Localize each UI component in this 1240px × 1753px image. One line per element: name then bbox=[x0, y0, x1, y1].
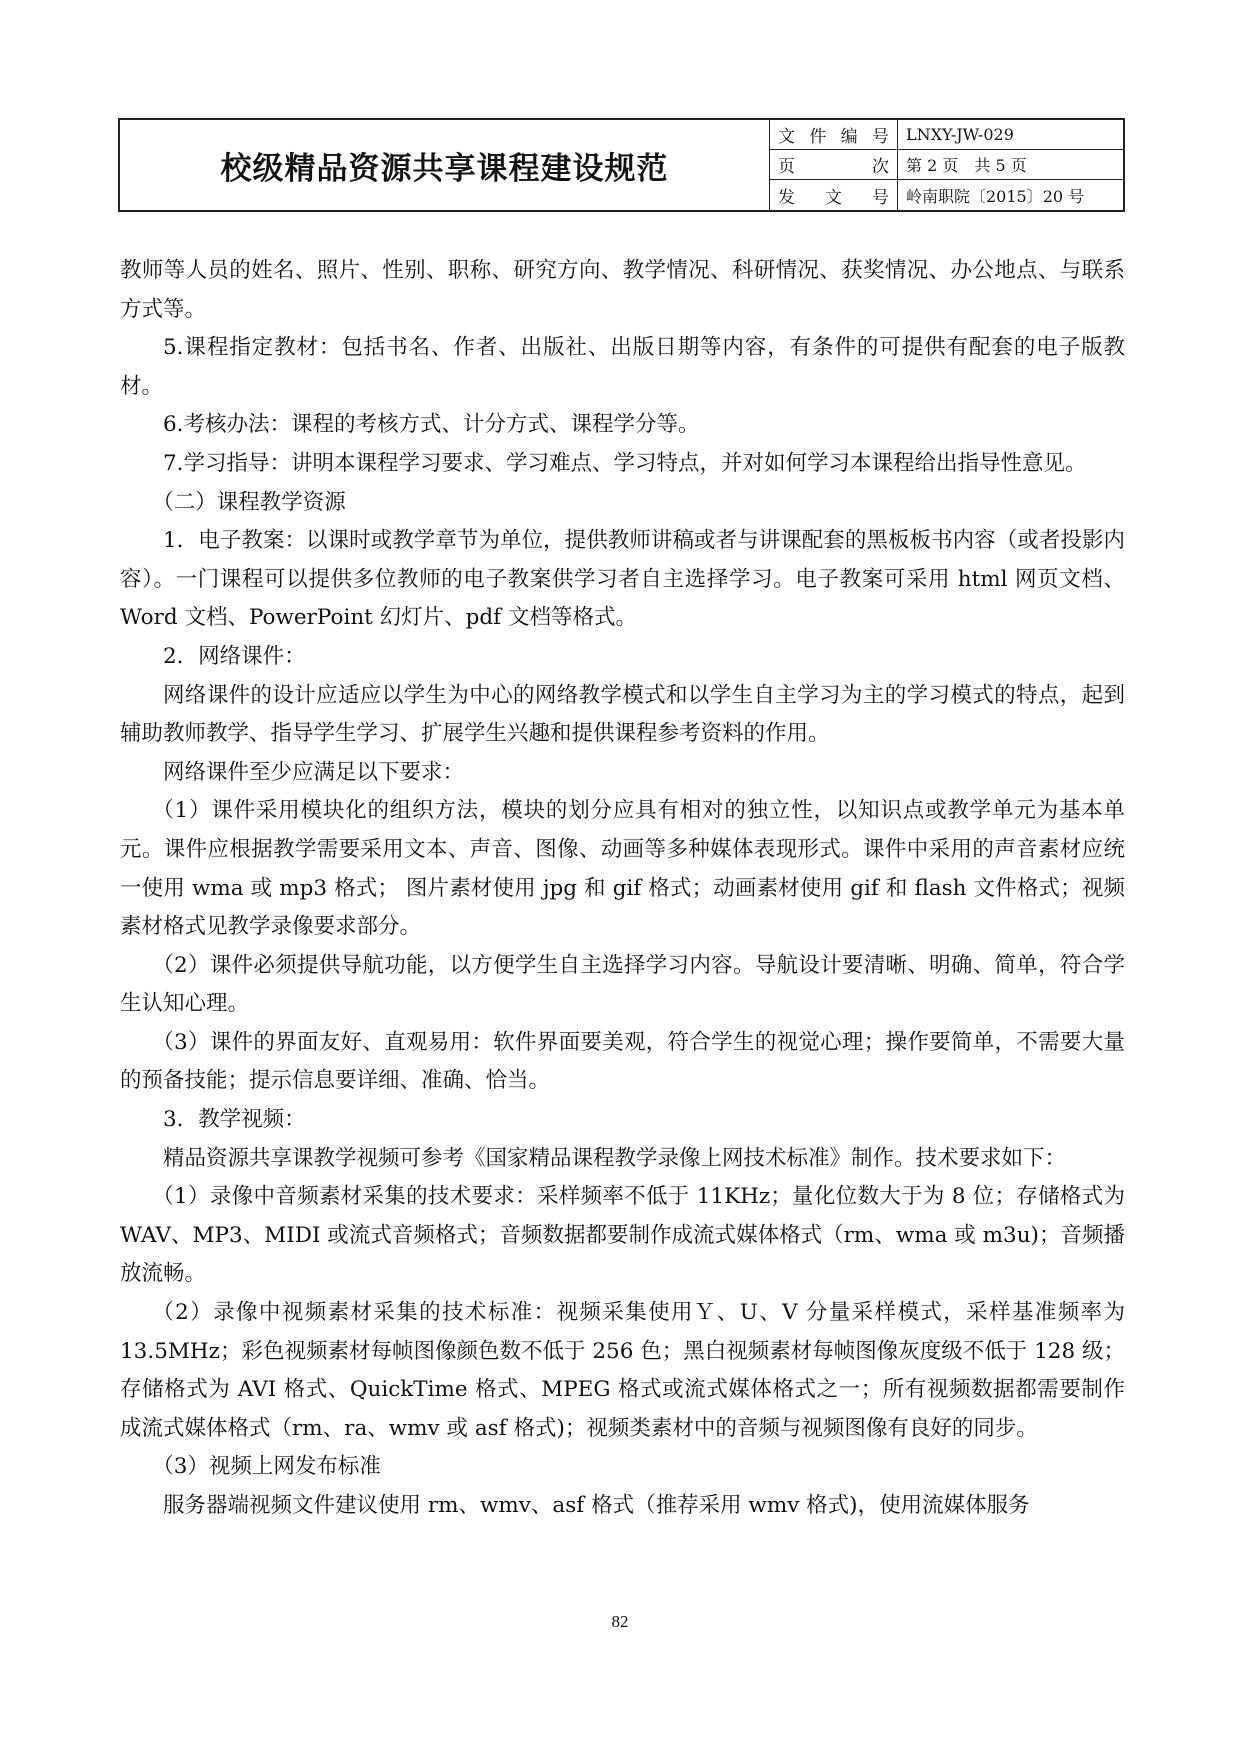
section-heading: （二）课程教学资源 bbox=[152, 489, 346, 515]
paragraph: 6.考核办法：课程的考核方式、计分方式、课程学分等。 bbox=[163, 412, 700, 438]
paragraph: （1）课件采用模块化的组织方法，模块的划分应具有相对的独立性，以知识点或教学单元为基本单元。课件应根据教学需要采用文本、声音、图像、动画等多种媒体表现形式。课件中采用的声音素材应统一使用 wma 或 mp3 格式； 图片素材使用 jpg 和 gif 格式；动画素材使用 gif 和 flash 文件格式；视频素材格式见教学录像要求部分。 bbox=[120, 798, 1125, 940]
paragraph: 3．教学视频： bbox=[163, 1107, 306, 1133]
paragraph: （2）录像中视频素材采集的技术标准：视频采集使用Ｙ、U、V 分量采样模式，采样基准频率为 13.5MHz；彩色视频素材每帧图像颜色数不低于 256 色；黑白视频素材每帧图像灰度级不低于 128 级；存储格式为 AVI 格式、QuickTime 格式、MPEG 格式或流式媒体格式之一；所有视频数据都需要制作成流式媒体格式（rm、ra、wmv 或 asf 格式)；视频类素材中的音频与视频图像有良好的同步。 bbox=[120, 1300, 1125, 1441]
paragraph: （3）视频上网发布标准 bbox=[152, 1454, 381, 1480]
paragraph: 2．网络课件： bbox=[163, 643, 306, 669]
paragraph: （3）课件的界面友好、直观易用：软件界面要美观，符合学生的视觉心理；操作要简单，不需要大量的预备技能；提示信息要详细、准确、恰当。 bbox=[120, 1029, 1125, 1094]
label-char: 发 bbox=[778, 187, 795, 208]
label-char: 页 bbox=[778, 157, 795, 177]
paragraph: 网络课件的设计应适应以学生为中心的网络教学模式和以学生自主学习为主的学习模式的特点，起到辅助教师教学、指导学生学习、扩展学生兴趣和提供课程参考资料的作用。 bbox=[120, 682, 1125, 747]
meta-row-page bbox=[770, 150, 1123, 180]
document-title: 校级精品资源共享课程建设规范 bbox=[120, 120, 770, 210]
document-body bbox=[120, 252, 1125, 1526]
paragraph: 教师等人员的姓名、照片、性别、职称、研究方向、教学情况、科研情况、获奖情况、办公地点、与联系方式等。 bbox=[120, 258, 1125, 322]
meta-value: 岭南职院〔2015〕20 号 bbox=[906, 186, 1085, 206]
paragraph: 服务器端视频文件建议使用 rm、wmv、asf 格式（推荐采用 wmv 格式)，使用流媒体服务 bbox=[163, 1493, 1030, 1518]
meta-row-doc-number bbox=[770, 120, 1123, 150]
paragraph: 精品资源共享课教学视频可参考《国家精品课程教学录像上网技术标准》制作。技术要求如下： bbox=[163, 1145, 1067, 1171]
label-char: 号 bbox=[871, 127, 889, 147]
label-char: 号 bbox=[872, 187, 889, 208]
meta-label bbox=[770, 150, 898, 179]
paragraph: 7.学习指导：讲明本课程学习要求、学习难点、学习特点，并对如何学习本课程给出指导性意见。 bbox=[163, 450, 1087, 476]
paragraph: 5.课程指定教材：包括书名、作者、出版社、出版日期等内容，有条件的可提供有配套的电子版教材。 bbox=[120, 335, 1125, 399]
paragraph: 1．电子教案：以课时或教学章节为单位，提供教师讲稿或者与讲课配套的黑板板书内容（或者投影内容）。一门课程可以提供多位教师的电子教案供学习者自主选择学习。电子教案可采用 html 网页文档、Word 文档、PowerPoint 幻灯片、pdf 文档等格式。 bbox=[120, 528, 1125, 631]
label-char: 文 bbox=[778, 127, 795, 147]
document-meta-grid bbox=[770, 120, 1123, 210]
page-number: 82 bbox=[611, 1612, 629, 1631]
meta-row-issue-number bbox=[770, 180, 1123, 210]
label-char: 次 bbox=[872, 157, 889, 177]
meta-label bbox=[770, 180, 898, 210]
meta-value: 第 2 页 共 5 页 bbox=[906, 156, 1027, 175]
meta-value: LNXY-JW-029 bbox=[906, 125, 1014, 144]
document-header-table bbox=[118, 118, 1125, 212]
paragraph: 网络课件至少应满足以下要求： bbox=[163, 759, 465, 785]
label-char: 编 bbox=[840, 127, 858, 147]
label-char: 件 bbox=[809, 127, 827, 147]
paragraph: （1）录像中音频素材采集的技术要求：采样频率不低于 11KHz；量化位数大于为 8 位；存储格式为 WAV、MP3、MIDI 或流式音频格式；音频数据都要制作成流式媒体格式（rm、wma 或 m3u)；音频播放流畅。 bbox=[120, 1184, 1125, 1287]
paragraph: （2）课件必须提供导航功能，以方便学生自主选择学习内容。导航设计要清晰、明确、简单，符合学生认知心理。 bbox=[120, 952, 1125, 1017]
meta-label bbox=[770, 120, 898, 149]
label-char: 文 bbox=[825, 187, 842, 208]
